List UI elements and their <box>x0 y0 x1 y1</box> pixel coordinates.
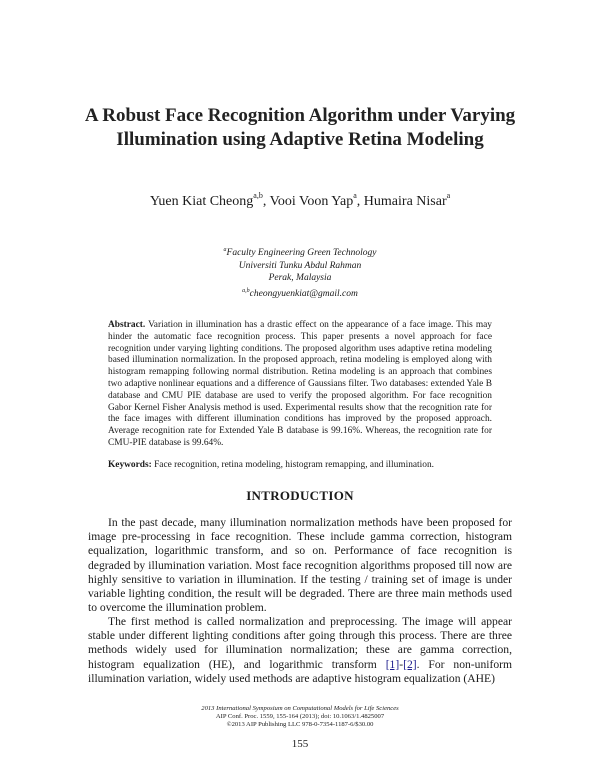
abstract-text: Variation in illumination has a drastic effect on the appearance of a face image. This may hinder the automatic face recognition process. This paper presents a novel approach for face recognition under varying lighting conditions. The proposed algorithm uses adaptive retina modeling based illumination normalization. In the proposed approach, retina modeling is employed along with histogram remapping following normal distribution. Retina modeling is an approach that combines two adaptive nonlinear equations and a difference of Gaussians filter. Two databases: extended Yale B database and CMU PIE database are used to verify the proposed algorithm. For face recognition Gabor Kernel Fisher Analysis method is used. Experimental results show that the recognition rate for the face images with different illumination conditions has improved by the proposed approach. Average recognition rate for Extended Yale B database is 99.16%. Whereas, the recognition rate for CMU-PIE database is 99.64%. <box>108 320 492 448</box>
body-paragraph: The first method is called normalization and preprocessing. The image will appear stable under different lighting conditions after going through this process. There are three methods widely used for illumination normalization; these are gamma correction, histogram equalization (HE), and logarithmic transform [1]-[2]. For non-uniform illumination variation, widely used methods are adaptive histogram equalization (AHE) <box>88 615 513 685</box>
author-superscript: a <box>353 191 357 200</box>
author-superscript: a,b <box>253 191 263 200</box>
author-name: Vooi Voon Yap <box>269 194 354 209</box>
paragraph-text: . For non-uniform illumination variation, widely used methods are adaptive histogram equalization (AHE) <box>88 657 513 685</box>
author-list: Yuen Kiat Cheong$^{a,b}$, Vooi Voon Yap$^a$, Humaira Nisar$^a$ <box>149 191 451 209</box>
footer-copyright: ©2013 AIP Publishing LLC 978-0-7354-1187-6/$30.00 <box>226 721 374 728</box>
paragraph-text: The first method is called normalization and preprocessing. The image will appear stable under different lighting conditions after going through this process. There are three methods widely used for illumination normalization; these are gamma correction, histogram equalization (HE), and logarithmic transform <box>88 615 512 671</box>
section-heading: INTRODUCTION <box>246 488 354 503</box>
affiliation-superscript: a <box>223 247 227 253</box>
affiliation-line: Perak, Malaysia <box>268 273 332 283</box>
citation-link[interactable]: [2] <box>403 657 417 671</box>
author-name: Humaira Nisar <box>363 194 447 209</box>
affiliation-line: Universiti Tunku Abdul Rahman <box>238 260 362 271</box>
affiliation-email: $^{a,b}$cheongyuenkiat@gmail.com <box>242 287 358 299</box>
body-paragraph <box>88 516 512 615</box>
abstract <box>108 320 492 450</box>
footer <box>150 705 450 729</box>
author-name: Yuen Kiat Cheong <box>149 194 254 209</box>
page-number: 155 <box>291 738 309 750</box>
affiliation-line: $^a$Faculty Engineering Green Technology <box>223 247 377 258</box>
keywords <box>108 460 492 472</box>
abstract-label: Abstract. <box>108 320 146 330</box>
keywords-text: Face recognition, retina modeling, histogram remapping, and illumination. <box>154 460 434 470</box>
keywords-label: Keywords: <box>108 460 152 470</box>
paper-title: A Robust Face Recognition Algorithm under Varying Illumination using Adaptive Retina Modeling <box>84 105 516 150</box>
email-superscript: a,b <box>242 287 250 294</box>
footer-conference: 2013 International Symposium on Computational Models for Life Sciences <box>201 705 399 712</box>
paragraph-text: In the past decade, many illumination normalization methods have been proposed for image pre-processing in face recognition. These include gamma correction, histogram equalization, logarithmic transform, and so on. Performance of face recognition is degraded by illumination variation. Most face recognition algorithms proposed till now are highly sensitive to variation in illumination. If the testing / training set of image is under variable lighting condition, the result will be degraded. There are three main methods used to overcome the illumination problem. <box>88 516 512 615</box>
affiliation-block <box>150 244 450 300</box>
citation-link[interactable]: [1] <box>385 657 400 671</box>
author-superscript: a <box>446 191 451 200</box>
footer-proceedings: AIP Conf. Proc. 1559, 155-164 (2013); doi: 10.1063/1.4825007 <box>215 713 385 720</box>
